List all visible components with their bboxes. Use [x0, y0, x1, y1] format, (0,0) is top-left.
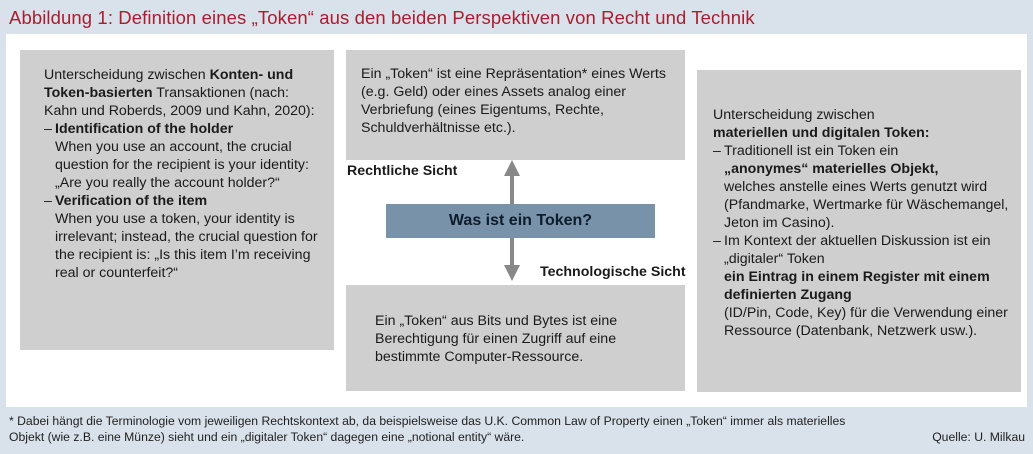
arrow-up-icon: [504, 160, 520, 176]
arrow-up-shaft: [510, 175, 514, 205]
arrow-down-icon: [504, 265, 520, 281]
footnote: [9, 413, 1025, 445]
right-item-traditional: – Traditionell ist ein Token ein „anonymes“ materielles Objekt, welches anstelle eines Werts genutzt wird (Pfandmarke, Wertmarke für Wäschemangel, Jeton im Casino).: [713, 143, 1009, 231]
technical-definition-box: [346, 285, 685, 391]
central-question-box: Was ist ein Token?: [386, 204, 655, 238]
footnote-line-1: * Dabei hängt die Terminologie vom jeweiligen Rechtskontext ab, da beispielsweise das U.K. Common Law of Property einen „Token“ immer als materielles: [9, 414, 846, 428]
technology-view-label: Technologische Sicht: [540, 264, 686, 280]
left-item-text: When you use a token, your identity is irrelevant; instead, the crucial question for the recipient is: „Is this item I’m receiving real or counterfeit?“: [55, 211, 318, 281]
account-vs-token-box: [20, 50, 334, 350]
right-item-digital: – Im Kontext der aktuellen Diskussion ist ein „digitaler“ Token ein Eintrag in einem Register mit einem definierten Zugang (ID/Pin, Code, Key) für die Verwendung einer Ressource (Datenbank, Netzwerk usw.).: [713, 233, 1008, 339]
legal-definition-text: Ein „Token“ ist eine Repräsentation* eines Werts (e.g. Geld) oder eines Assets analog einer Verbriefung (eines Eigentums, Rechte, Schuldverhältnisse etc.).: [361, 66, 666, 136]
right-intro: Unterscheidung zwischen materiellen und digitalen Token:: [713, 107, 930, 141]
material-vs-digital-box: [697, 70, 1021, 392]
left-intro: Unterscheidung zwischen Konten- und Token-basierten Transaktionen (nach: Kahn und Roberds, 2009 und Kahn, 2020):: [44, 67, 315, 119]
left-item-identification: – Identification of the holder When you use an account, the crucial question for the recipient is your identity: „Are you really the account holder?“: [44, 121, 309, 191]
figure-title: Abbildung 1: Definition eines „Token“ aus den beiden Perspektiven von Recht und Technik: [9, 7, 755, 28]
diagram-panel: [6, 34, 1027, 407]
left-item-heading: Verification of the item: [55, 193, 208, 209]
left-item-verification: – Verification of the item When you use a token, your identity is irrelevant; instead, the crucial question for the recipient is: „Is this item I’m receiving real or counterfeit?“: [44, 193, 318, 281]
technical-definition-text: Ein „Token“ aus Bits und Bytes ist eine Berechtigung für einen Zugriff auf eine bestimmte Computer-Ressource.: [375, 313, 618, 365]
source-credit: Quelle: U. Milkau: [932, 430, 1025, 444]
legal-definition-box: [346, 50, 685, 160]
arrow-down-shaft: [510, 238, 514, 266]
footnote-line-2: Objekt (wie z.B. eine Münze) sieht und ein „digitaler Token“ dagegen eine „notional entity“ wäre.: [9, 430, 525, 444]
left-item-heading: Identification of the holder: [55, 121, 234, 137]
left-item-text: When you use an account, the crucial question for the recipient is your identity: „Are you really the account holder?“: [55, 139, 309, 191]
legal-view-label: Rechtliche Sicht: [347, 163, 458, 179]
